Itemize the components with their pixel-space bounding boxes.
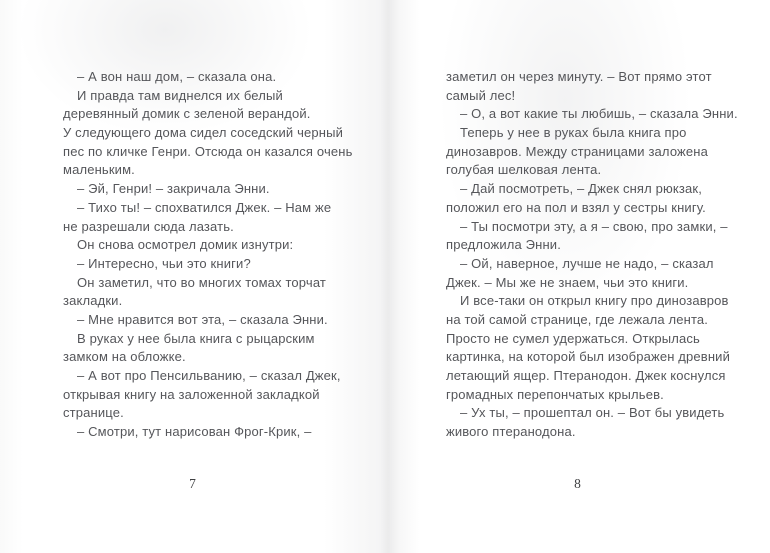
text-line: Джек. – Мы же не знаем, чьи это книги. [446,274,689,290]
text-line: – О, а вот какие ты любишь, – сказала Энни. [460,106,738,122]
left-page-text [63,68,353,442]
text-line: летающий ящер. Птеранодон. Джек коснулся [446,368,726,383]
text-line: У следующего дома сидел соседский черный [63,125,343,141]
text-line: Теперь у нее в руках была книга про [460,125,687,141]
text-line: на той самой странице, где лежала лента. [446,311,709,327]
text-line: картинка, на которой был изображен древний [446,349,731,365]
right-page[interactable] [385,0,770,553]
right-page-text [446,68,738,442]
text-line: И правда там виднелся их белый [77,87,283,103]
text-line: деревянный домик с зеленой верандой. [63,106,311,122]
text-line: – Тихо ты! – спохватился Джек. – Нам же [77,199,332,215]
text-line: самый лес! [446,87,516,103]
text-line: не разрешали сюда лазать. [63,218,234,234]
text-line: – А вон наш дом, – сказала она. [77,69,277,84]
text-line: – Интересно, чьи это книги? [77,255,251,271]
text-line: – Ты посмотри эту, а я – свою, про замки, – [460,218,728,234]
text-line: – Смотри, тут нарисован Фрог-Крик, – [77,424,312,440]
text-line: – Ух ты, – прошептал он. – Вот бы увидеть [460,405,725,421]
text-line: странице. [63,405,124,421]
text-line: Просто не сумел удержаться. Открылась [446,330,700,346]
text-line: голубая шелковая лента. [446,162,602,178]
text-line: закладки. [63,293,123,309]
text-line: замком на обложке. [63,349,186,365]
text-line: пес по кличке Генри. Отсюда он казался очень [63,143,353,159]
text-line: заметил он через минуту. – Вот прямо этот [446,69,712,84]
text-line: В руках у нее была книга с рыцарским [77,330,315,346]
text-line: – Мне нравится вот эта, – сказала Энни. [77,311,328,327]
text-line: громадных перепончатых крыльев. [446,386,664,402]
text-line: – А вот про Пенсильванию, – сказал Джек, [77,368,341,383]
left-page-number: 7 [189,476,196,491]
text-line: Он снова осмотрел домик изнутри: [77,237,294,253]
text-line: предложила Энни. [446,237,561,253]
text-line: динозавров. Между страницами заложена [446,143,708,159]
text-line: живого птеранодона. [446,424,576,440]
text-line: – Эй, Генри! – закричала Энни. [77,181,270,197]
right-page-number: 8 [574,476,581,491]
text-line: И все-таки он открыл книгу про динозавров [460,293,729,309]
text-line: Он заметил, что во многих томах торчат [77,274,327,290]
text-line: маленьким. [63,162,135,178]
text-line: – Ой, наверное, лучше не надо, – сказал [460,255,714,271]
text-line: положил его на пол и взял у сестры книгу. [446,199,706,215]
text-line: – Дай посмотреть, – Джек снял рюкзак, [460,181,702,197]
text-line: открывая книгу на заложенной закладкой [63,386,320,402]
